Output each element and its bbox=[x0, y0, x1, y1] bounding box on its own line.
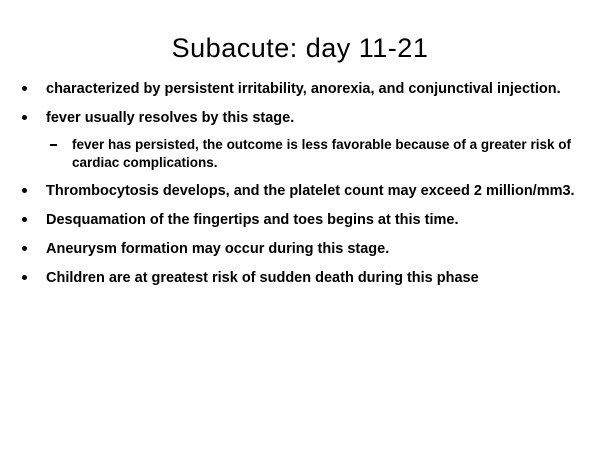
list-item-text: fever usually resolves by this stage. bbox=[46, 110, 295, 127]
bullet-dot-icon bbox=[22, 275, 27, 280]
bullet-list bbox=[12, 80, 588, 298]
list-item bbox=[12, 269, 588, 287]
list-item-text: Desquamation of the fingertips and toes begins at this time. bbox=[46, 211, 459, 228]
list-item bbox=[12, 240, 588, 258]
list-item-text: Aneurysm formation may occur during this stage. bbox=[46, 241, 390, 258]
bullet-dot-icon bbox=[22, 188, 27, 193]
list-item bbox=[12, 211, 588, 229]
list-item bbox=[12, 109, 588, 171]
list-item-text: Thrombocytosis develops, and the platelet count may exceed 2 million/mm3. bbox=[46, 182, 575, 199]
bullet-dot-icon bbox=[22, 115, 27, 120]
page-title: Subacute: day 11-21 bbox=[171, 33, 429, 63]
list-item bbox=[12, 80, 588, 98]
list-item-text: characterized by persistent irritability, anorexia, and conjunctival injection. bbox=[46, 81, 561, 97]
bullet-dash-icon bbox=[50, 144, 57, 146]
sub-list-item-text: fever has persisted, the outcome is less favorable because of a greater risk of cardiac complications. bbox=[72, 137, 571, 170]
list-item-text: Children are at greatest risk of sudden death during this phase bbox=[46, 270, 479, 287]
bullet-dot-icon bbox=[22, 217, 27, 222]
list-item bbox=[12, 182, 588, 200]
bullet-dot-icon bbox=[22, 86, 27, 91]
sub-bullet-list bbox=[46, 136, 588, 171]
sub-list-item bbox=[46, 136, 588, 171]
bullet-dot-icon bbox=[22, 246, 27, 251]
